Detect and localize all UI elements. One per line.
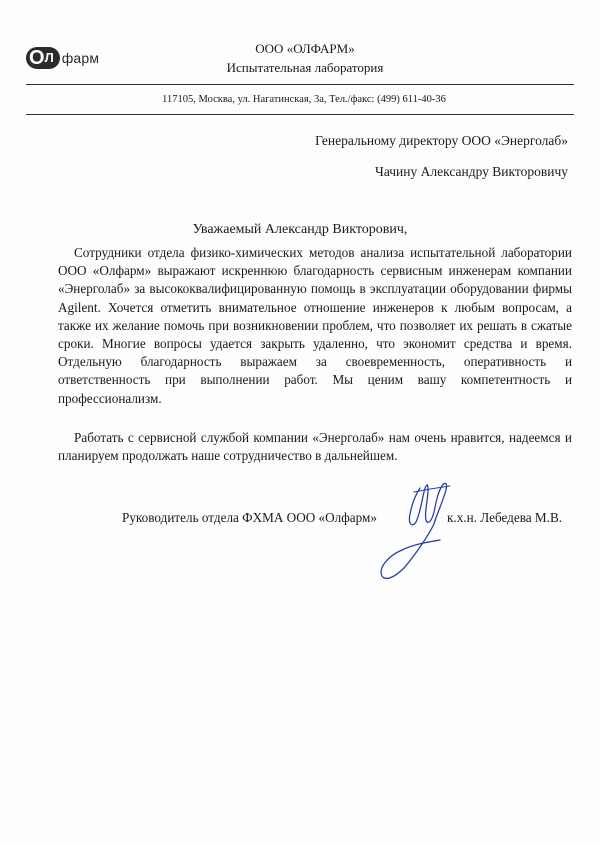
header-divider-top (26, 84, 574, 85)
logo-suffix: фарм (61, 50, 100, 66)
logo-o-letter: О (29, 47, 44, 69)
signatory-name: к.х.н. Лебедева М.В. (447, 510, 563, 525)
recipient-position: Генеральному директору ООО «Энерголаб» (315, 133, 568, 148)
org-subtitle: Испытательная лаборатория (226, 60, 384, 75)
letter-paragraph-2: Работать с сервисной службой компании «Энерголаб» нам очень нравится, надеемся и планируем продолжать наше сотрудничество в дальнейшем. (58, 430, 572, 464)
signatory-title: Руководитель отдела ФХМА ООО «Олфарм» (122, 510, 377, 525)
logo-l-letter: Л (44, 50, 54, 65)
org-address: 117105, Москва, ул. Нагатинская, 3а, Тел./факс: (499) 611-40-36 (162, 94, 446, 105)
salutation: Уважаемый Александр Викторович, (192, 222, 408, 237)
recipient-name: Чачину Александру Викторовичу (375, 164, 568, 179)
signature-stroke (381, 524, 440, 578)
handwritten-signature (368, 470, 468, 590)
letter-paragraph-1: Сотрудники отдела физико-химических методов анализа испытательной лаборатории ООО «Олфарм» выражают искреннюю благодарность сервисным инженерам компании «Энерголаб» за высококвалифицированную помощь в эксплуатации оборудовании фирмы Agilent. Хочется отметить внимательное отношение инженеров к любым вопросам, а также их желание помочь при возникновении проблем, что позволяет их решать в сжатые сроки. Многие вопросы удается закрыть удаленно, что экономит средства и время. Отдельную благодарность выражаем за своевременность, оперативность и ответственность при выполнении работ. Мы ценим вашу компетентность и профессионализм. (58, 245, 572, 406)
header-divider-bottom (26, 114, 574, 115)
org-name: ООО «ОЛФАРМ» (255, 41, 355, 56)
